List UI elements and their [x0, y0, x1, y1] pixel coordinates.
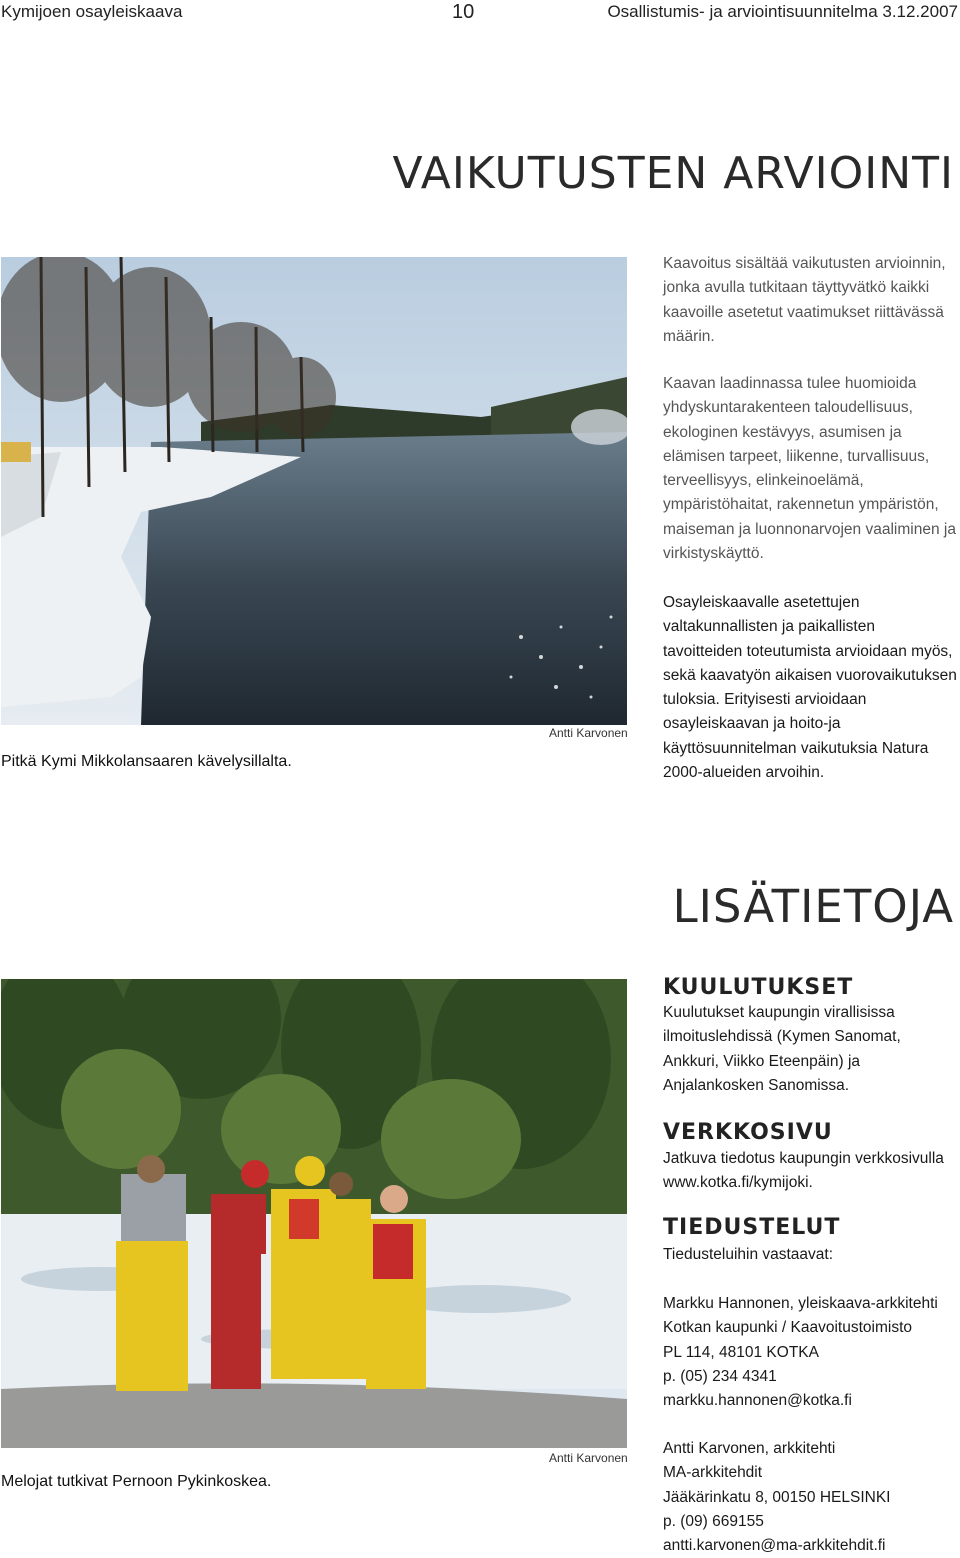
header-left: Kymijoen osayleiskaava — [1, 2, 183, 21]
contact-address: Jääkärinkatu 8, 00150 HELSINKI — [663, 1488, 891, 1506]
river-photo — [1, 257, 627, 725]
kayakers-photo-credit: Antti Karvonen — [549, 1451, 628, 1465]
contact-organization: MA-arkkitehdit — [663, 1464, 763, 1482]
section-title-vaikutusten-arviointi: VAIKUTUSTEN ARVIOINTI — [392, 148, 954, 199]
contact-email[interactable]: antti.karvonen@ma-arkkitehdit.fi — [663, 1537, 886, 1555]
paragraph-considerations: Kaavan laadinnassa tulee huomioida yhdyskuntarakenteen taloudellisuus, ekologinen kestävyys, asumisen ja elämisen tarpeet, liikenne, turvallisuus, terveellisyys, elinkeinoelämä, ympäristöhaitat, rakennetun ympäristön, maiseman ja luonnonarvojen vaaliminen ja virkistyskäyttö. — [663, 375, 956, 563]
header-right: Osallistumis- ja arviointisuunnitelma 3.12.2007 — [607, 2, 958, 21]
heading-verkkosivu: VERKKOSIVU — [663, 1120, 833, 1145]
contact-phone: p. (05) 234 4341 — [663, 1367, 777, 1385]
contact-hannonen — [663, 1292, 938, 1413]
heading-tiedustelut: TIEDUSTELUT — [663, 1215, 841, 1240]
paragraph-objectives: Osayleiskaavalle asetettujen valtakunnallisten ja paikallisten tavoitteiden toteutumista arvioidaan myös, sekä kaavatyön aikaisen vuorovaikutuksen tuloksia. Erityisesti arvioidaan osayleiskaavan ja hoito-ja käyttösuunnitelman vaikutuksia Natura 2000-alueiden arvoihin. — [663, 594, 957, 782]
contact-organization: Kotkan kaupunki / Kaavoitustoimisto — [663, 1319, 912, 1337]
river-photo-credit: Antti Karvonen — [549, 726, 628, 740]
river-photo-image — [1, 257, 627, 725]
contact-phone: p. (09) 669155 — [663, 1512, 764, 1530]
text-verkkosivu: Jatkuva tiedotus kaupungin verkkosivulla www.kotka.fi/kymijoki. — [663, 1150, 944, 1192]
contact-email[interactable]: markku.hannonen@kotka.fi — [663, 1392, 852, 1410]
text-kuulutukset: Kuulutukset kaupungin virallisissa ilmoituslehdissä (Kymen Sanomat, Ankkuri, Viikko Eteenpäin) ja Anjalankosken Sanomissa. — [663, 1004, 901, 1094]
kayakers-photo-image — [1, 979, 627, 1448]
kayakers-photo — [1, 979, 627, 1448]
page-number: 10 — [452, 1, 475, 23]
contact-address: PL 114, 48101 KOTKA — [663, 1343, 819, 1361]
contact-name: Antti Karvonen, arkkitehti — [663, 1440, 836, 1457]
river-photo-caption: Pitkä Kymi Mikkolansaaren kävelysillalta. — [1, 753, 292, 770]
kayakers-photo-caption: Melojat tutkivat Pernoon Pykinkoskea. — [1, 1473, 272, 1490]
paragraph-intro: Kaavoitus sisältää vaikutusten arvioinnin, jonka avulla tutkitaan täyttyvätkö kaikki kaavoille asetetut vaatimukset riittävässä määrin. — [663, 255, 946, 345]
text-tiedustelut: Tiedusteluihin vastaavat: — [663, 1246, 834, 1263]
contact-name: Markku Hannonen, yleiskaava-arkkitehti — [663, 1295, 938, 1312]
section-title-lisatietoja: LISÄTIETOJA — [672, 880, 954, 933]
contact-karvonen — [663, 1437, 890, 1558]
heading-kuulutukset: KUULUTUKSET — [663, 975, 854, 1000]
